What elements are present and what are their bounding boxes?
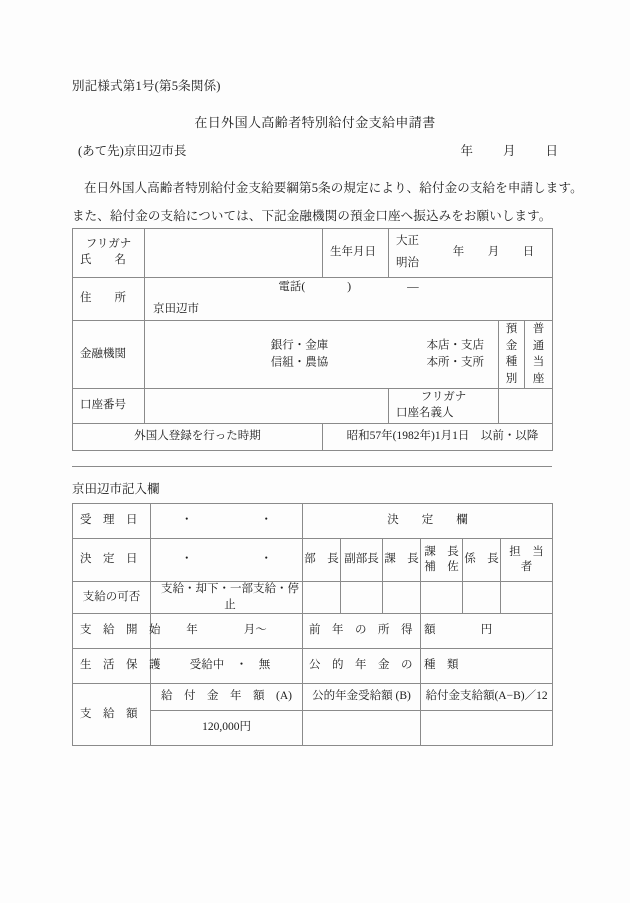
office-section-caption: 京田辺市記入欄 (72, 482, 160, 496)
decision-dot-1: ・ (181, 553, 193, 566)
furigana-label: フリガナ (85, 238, 132, 251)
era-meiji-label: 明治 (396, 257, 419, 269)
birth-date-label: 生年月日 (330, 246, 376, 259)
kachohosa-stack (421, 545, 462, 575)
deposit-label-line1: 預 金 (505, 323, 529, 352)
decision-dot-2: ・ (260, 553, 272, 566)
table-row-start (73, 614, 553, 649)
pension-type-label: 公 的 年 金 の 種 類 (309, 659, 459, 672)
approver-stamp-tantosha[interactable] (501, 582, 553, 614)
page-title: 在日外国人高齢者特別給付金支給申請書 (194, 115, 436, 130)
amount-label-cell (73, 684, 151, 746)
welfare-options-cell[interactable]: 受給中 ・ 無 (151, 649, 303, 684)
eligibility-options-cell[interactable]: 支給・却下・一部支給・停止 (151, 582, 303, 614)
holder-value-cell[interactable] (499, 388, 553, 423)
amount-col-c-header: 給付金支給額(A−B)／12 (421, 684, 553, 711)
intro-paragraph-1: 在日外国人高齢者特別給付金支給要綱第5条の規定により、給付金の支給を申請します。 (84, 181, 583, 195)
name-label: 氏 名 (80, 254, 126, 266)
bank-kind-line2: 信組・農協 (270, 356, 329, 369)
date-day-label: 日 (545, 144, 558, 158)
welfare-label: 生 活 保 護 (80, 659, 161, 672)
amount-value-b[interactable] (303, 711, 421, 746)
prev-income-value-cell[interactable] (421, 614, 553, 649)
intro-paragraph-2: また、給付金の支給については、下記金融機関の預金口座へ振込みをお願いします。 (72, 209, 552, 223)
start-label-cell (73, 614, 161, 649)
table-row-bank (73, 321, 553, 389)
birth-month-label: 月 (487, 246, 500, 259)
receipt-date-value-cell[interactable] (151, 504, 303, 539)
start-value-cell[interactable] (151, 614, 303, 649)
table-row-account (73, 388, 553, 423)
deposit-label-line2: 種 別 (505, 356, 529, 386)
start-month-label: 月〜 (243, 624, 267, 637)
welfare-label-cell (73, 649, 161, 684)
payment-amount-label: 支 給 額 (80, 707, 138, 720)
name-input-cell[interactable] (145, 229, 323, 278)
name-label-cell (73, 229, 145, 278)
office-table (72, 503, 553, 746)
deposit-kind-label (499, 321, 529, 388)
receipt-dot-1: ・ (181, 514, 193, 527)
receipt-dot-2: ・ (260, 514, 272, 527)
approver-title-kakaricho: 係 長 (463, 539, 501, 582)
receipt-date-label: 受 理 日 (80, 514, 138, 527)
start-period-labels (151, 623, 302, 639)
payment-start-label: 支 給 開 始 (80, 624, 161, 637)
table-row-name (73, 229, 553, 278)
account-number-cell[interactable] (145, 388, 389, 423)
approver-stamp-kacho[interactable] (383, 582, 421, 614)
birth-date-cell[interactable] (389, 229, 553, 278)
form-number: 別記様式第1号(第5条関係) (72, 79, 221, 93)
date-year-label: 年 (460, 144, 473, 158)
telephone-paren-close: ) (347, 281, 352, 294)
decision-date-dots (151, 552, 302, 568)
bank-name-cell[interactable] (145, 321, 499, 389)
bank-branch-options (427, 338, 485, 371)
deposit-type-line1: 普 通 (532, 323, 556, 352)
tantosha-stack (501, 545, 552, 575)
telephone-dash: — (407, 281, 419, 294)
approver-title-kachohosa (421, 539, 463, 582)
decision-date-label-cell (73, 539, 151, 582)
bank-kind-options (271, 338, 329, 371)
address-label: 住 所 (80, 292, 126, 305)
approver-title-tantosha (501, 539, 553, 582)
amount-value-c[interactable] (421, 711, 553, 746)
birth-label-cell (323, 229, 389, 278)
table-row-address (73, 278, 553, 321)
bank-kind-line1: 銀行・金庫 (270, 339, 329, 352)
prev-income-label-cell (303, 614, 436, 649)
tantosha-line2: 者 (520, 561, 533, 573)
holder-label-cell (389, 388, 499, 423)
approver-title-kacho: 課 長 (383, 539, 421, 582)
table-row-amount-header (73, 684, 553, 711)
deposit-type-options (525, 321, 556, 388)
kachohosa-line2: 補 佐 (424, 561, 459, 573)
approver-stamp-kakaricho[interactable] (463, 582, 501, 614)
approver-title-fukubucho: 副部長 (341, 539, 383, 582)
table-row-registration (73, 423, 553, 450)
eligibility-label: 支給の可否 (82, 590, 141, 603)
account-number-label: 口座番号 (80, 398, 126, 411)
telephone-label: 電話( (278, 281, 306, 294)
receipt-date-label-cell (73, 504, 151, 539)
table-row-eligibility (73, 582, 553, 614)
bank-branch-line2: 本所・支所 (426, 356, 484, 369)
amount-col-a-header: 給 付 金 年 額 (A) (151, 684, 303, 711)
receipt-date-dots (151, 513, 302, 529)
date-month-label: 月 (502, 144, 516, 158)
account-no-label-cell (73, 388, 145, 423)
birth-ymd-labels (441, 245, 546, 261)
previous-income-label: 前 年 の 所 得 額 (309, 624, 436, 637)
registration-label: 外国人登録を行った時期 (134, 429, 261, 442)
approver-stamp-fukubucho[interactable] (341, 582, 383, 614)
table-row-receipt (73, 504, 553, 539)
decision-date-value-cell[interactable] (151, 539, 303, 582)
submission-date-line (460, 141, 558, 159)
bank-branch-line1: 本店・支店 (426, 339, 484, 352)
holder-furigana-label: フリガナ (420, 391, 467, 404)
kachohosa-line1: 課 長 (424, 546, 459, 559)
decision-column-header: 決 定 欄 (303, 504, 553, 539)
registration-value-cell[interactable]: 昭和57年(1982年)1月1日 以前・以降 (323, 423, 553, 450)
era-taisho-label: 大正 (396, 235, 419, 248)
registration-label-cell (73, 423, 323, 450)
table-row-decision-date (73, 539, 553, 582)
decision-date-label: 決 定 日 (80, 553, 138, 566)
addressee: (あて先)京田辺市長 (78, 144, 187, 158)
bank-label: 金融機関 (80, 347, 126, 360)
bank-label-cell (73, 321, 145, 389)
applicant-table (72, 228, 556, 451)
telephone-line (145, 280, 552, 296)
deposit-type-line2: 当 座 (532, 356, 556, 386)
deposit-kind-label-cell (499, 321, 529, 389)
birth-day-label: 日 (522, 246, 535, 259)
section-divider (72, 466, 552, 467)
address-city-prefix: 京田辺市 (153, 303, 199, 315)
address-input-cell[interactable] (145, 278, 553, 321)
pension-type-label-cell (303, 649, 459, 684)
yen-unit-label: 円 (480, 624, 493, 637)
amount-value-a[interactable]: 120,000円 (151, 711, 303, 746)
table-row-welfare (73, 649, 553, 684)
approver-stamp-bucho[interactable] (303, 582, 341, 614)
approver-stamp-kachohosa[interactable] (421, 582, 463, 614)
approver-title-bucho: 部 長 (303, 539, 341, 582)
account-holder-label: 口座名義人 (396, 406, 454, 419)
amount-col-b-header: 公的年金受給額 (B) (303, 684, 421, 711)
tantosha-line1: 担 当 (509, 546, 544, 559)
start-year-label: 年 (186, 624, 198, 637)
eligibility-label-cell (73, 582, 151, 614)
birth-year-label: 年 (452, 246, 465, 259)
address-label-cell (73, 278, 145, 321)
